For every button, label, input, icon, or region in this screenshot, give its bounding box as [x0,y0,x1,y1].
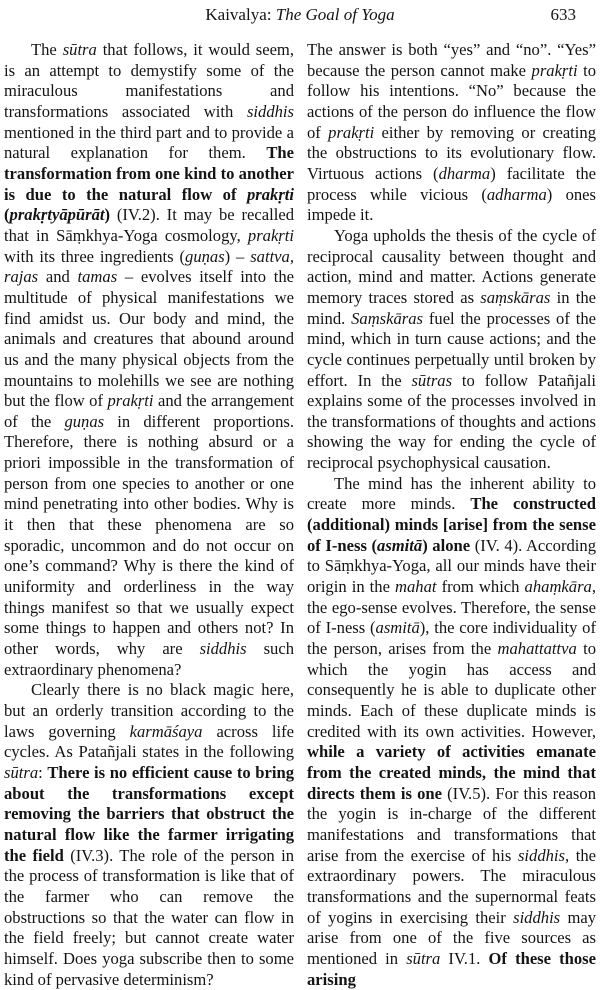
text-run: The answer is both “yes” and “no”. “Yes” because the person cannot make [307,40,596,80]
bold-text: Of these those arising [307,948,596,989]
text-run: : [38,762,48,782]
text-run: (IV. 4). According to Sāṃkhya-Yoga, all our minds have their origin in the [307,535,596,597]
text-run: in different proportions. Therefore, there is nothing absurd or a priori impossible in the transformation of person from one species to another or one mind penetrating into other bodies. Why is it then that these phenomena are so sporadic, uncommon and do not occur on one’s command? Why is there the kind of uniformity and orderliness in the way things manifest so that we usually expect some things to happen and others not? In other words, why are [4,411,294,659]
paragraph [4,680,294,990]
text-run: to which the yogin has access and consequently he is able to duplicate other minds. Each of these duplicate minds is credited with its own activities. However, [307,639,596,741]
text-run: (IV.3). The role of the person in the process of transformation is like that of the farmer who can remove the obstructions so that the water can flow in the field freely; but cannot create water himself. Does yoga subscribe then to some kind of pervasive determinism? [4,845,295,989]
text-run: may arise from one of the five sources as mentioned in [307,907,597,968]
running-head-plain: Kaivalya: [205,5,276,24]
italic-text: sūtra [406,948,441,968]
running-head-italic: The Goal of Yoga [275,5,395,24]
text-run: across life cycles. As Patañjali states in the following [4,721,294,762]
page-header [0,0,600,32]
bold-text: ) [104,205,111,225]
bold-text: ) alone [422,535,471,555]
running-head [0,5,600,25]
text-run: , the ego-sense evolves. Therefore, the sense of I-ness ( [307,577,596,638]
italic-text: siddhis [517,845,565,865]
text-run: ), the core individuality of the person, arises from the [307,618,596,659]
text-run: from which [436,577,525,597]
text-run: and the arrangement of the [4,391,294,431]
bold-text: ( [4,205,10,225]
italic-text: mahattattva [497,639,577,659]
text-run: The [31,40,63,59]
italic-text: prakṛti [247,225,294,245]
bold-text: prakṛti [246,184,294,204]
italic-text: siddhis [199,639,247,659]
text-run: that follows, it would seem, is an attempt to demystify some of the miraculous manifestations and transformations associated with [4,40,294,121]
italic-text: dharma [438,163,491,183]
italic-text: guṇas [185,246,225,266]
text-run: to follow Patañjali explains some of the processes involved in the transformations of thoughts and actions showing the way for ending the cycle of reciprocal psychophysical causation. [307,370,596,473]
italic-text: adharma [486,184,547,204]
text-run: The mind has the inherent ability to create more minds. [307,473,596,514]
paragraph [307,474,596,990]
text-run: (IV.2). It may be recalled that in Sāṃkhya-Yoga cosmology, [4,205,294,245]
italic-text: sūtra [4,762,39,782]
text-run: (IV.5). For this reason the yogin is in-charge of the different manifestations and transformations that arise from the exercise of his [307,783,596,865]
text-run: with its three ingredients ( [4,246,186,266]
italic-text: prakṛti [328,122,375,142]
italic-text: asmitā [375,618,420,638]
italic-text: saṃskāras [480,287,551,307]
italic-text: prakṛti [107,391,154,411]
italic-text: sūtras [411,370,453,390]
text-run: either by removing or creating the obstructions to its evolutionary flow. Virtuous actions ( [307,122,596,183]
paragraph [307,40,596,226]
italic-text: tamas [77,267,118,287]
italic-text: guṇas [64,411,105,431]
text-run: Yoga upholds the thesis of the cycle of reciprocal causality between thought and action, mind and matter. Actions generate memory traces stored as [307,225,596,307]
text-run: Clearly there is no black magic here, but an orderly transition according to the laws governing [4,680,294,741]
bold-text: There is no efficient cause to bring about the transformations except removing the barriers that obstruct the natural flow like the farmer irrigating the field [4,762,294,865]
italic-text: karmāśaya [129,721,203,741]
text-run: ) facilitate the process while vicious ( [307,163,596,204]
italic-text: siddhis [513,907,561,927]
italic-text: prakṛti [531,60,578,80]
italic-text: siddhis [246,101,294,121]
italic-text: Saṃskāras [351,308,424,328]
italic-text: sattva, rajas [4,246,294,287]
text-run: ) ones impede it. [307,184,596,225]
italic-text: ahaṃkāra [524,577,592,597]
page-number: 633 [550,5,576,24]
text-run: fuel the processes of the mind, which in turn cause actions; and the cycle continues perpetually until broken by effort. In the [307,308,596,390]
bold-text: asmitā [377,535,423,555]
right-column [307,40,596,990]
bold-text: The transformation from one kind to another is due to the natural flow of [4,143,294,204]
italic-text: mahat [395,577,437,597]
text-run: to follow his intentions. “No” because the actions of the person do influence the flow of [307,60,596,142]
text-run: ) – [224,246,251,266]
text-run: mentioned in the third part and to provide a natural explanation for them. [4,122,294,163]
text-run: – evolves itself into the multitude of physical manifestations we find amidst us. Our body and mind, the animals and creatures that abound around us and the many physical objects from the mountains to molehills we see are nothing but the flow of [4,267,294,411]
text-run: and [38,267,78,287]
italic-text: sūtra [62,40,97,59]
left-column [4,40,294,990]
bold-text: while a variety of activities emanate from the created minds, the mind that directs them is one [307,742,596,803]
text-run: , the extraordinary powers. The miraculous transformations and the supernormal feats of yogins in exercising their [307,845,596,927]
text-run: IV.1. [440,948,489,968]
paragraph [4,40,294,680]
bold-text: prakṛtyāpūrāt [9,205,105,225]
text-run: in the mind. [307,287,596,328]
bold-text: The constructed (additional) minds [arise] from the sense of I-ness ( [307,494,596,555]
text-run: such extraordinary phenomena? [4,639,294,679]
paragraph [307,226,596,474]
